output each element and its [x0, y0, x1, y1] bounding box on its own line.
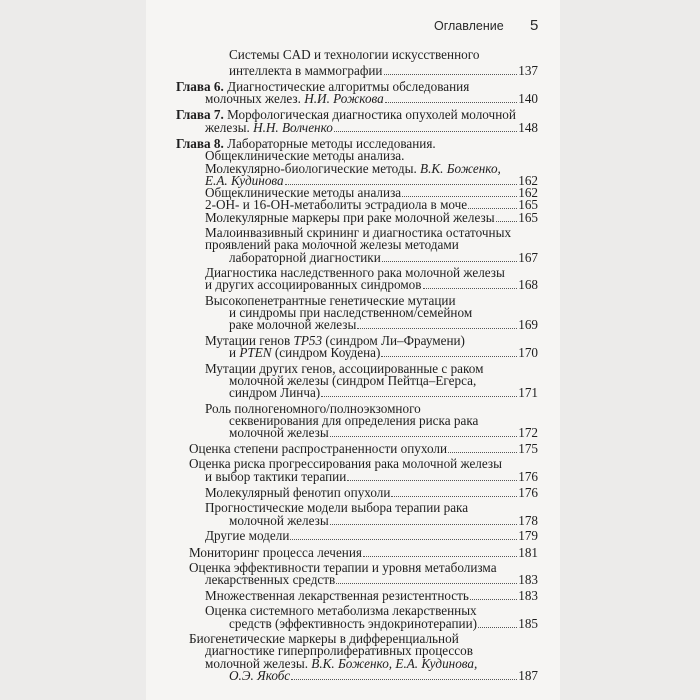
toc-entry-text: [189, 441, 447, 457]
entry-title: Общеклинические методы анализа: [205, 185, 402, 200]
entry-title: Общеклинические методы анализа.: [205, 148, 405, 163]
entry-page-number: 183: [518, 572, 538, 587]
entry-page-number: 172: [518, 425, 538, 440]
toc-entry-text: [205, 210, 495, 226]
entry-title: железы.: [205, 120, 254, 135]
toc-entry-text: [189, 545, 362, 561]
toc-entry-text: [205, 528, 289, 544]
entry-title: Малоинвазивный скрининг и диагностика остаточных: [205, 225, 512, 240]
toc-line: [229, 47, 479, 63]
entry-title: и выбор тактики терапии: [205, 469, 347, 484]
entry-page-number: 168: [518, 277, 538, 292]
entry-page-number: 181: [518, 545, 538, 560]
entry-author: В.К. Боженко, Е.А. Кудинова,: [311, 656, 478, 671]
entry-author: Н.И. Рожкова: [304, 91, 384, 106]
dot-leader: [470, 588, 517, 600]
entry-page-number: 183: [518, 588, 538, 603]
entry-author: О.Э. Якобс: [229, 668, 291, 683]
entry-title: молочной железы: [229, 425, 329, 440]
chapter-label: Глава 7.: [176, 107, 224, 122]
entry-title-cont: (синдром Ли–Фраумени): [322, 333, 465, 348]
toc-line: [229, 425, 538, 441]
entry-title: лекарственных средств: [205, 572, 336, 587]
running-header-title: Оглавление: [434, 19, 504, 33]
entry-title: синдром Линча): [229, 385, 321, 400]
entry-title: раке молочной железы: [229, 317, 357, 332]
dot-leader: [448, 441, 517, 453]
entry-page-number: 178: [518, 513, 538, 528]
entry-page-number: 187: [518, 668, 538, 683]
toc-entry-text: [229, 345, 380, 361]
entry-title: Молекулярные маркеры при раке молочной железы: [205, 210, 495, 225]
entry-title: Мониторинг процесса лечения: [189, 545, 362, 560]
toc-entry-text: [229, 63, 383, 79]
dot-leader: [381, 345, 517, 357]
entry-title: и синдромы при наследственном/семейном: [229, 305, 473, 320]
entry-title: Другие модели: [205, 528, 290, 543]
entry-page-number: 175: [518, 441, 538, 456]
entry-author: Е.А. Кудинова: [205, 173, 284, 188]
toc-entry-text: [229, 513, 329, 529]
toc-line: [229, 63, 538, 79]
toc-line: [189, 545, 538, 561]
page-number: 5: [530, 17, 539, 34]
dot-leader: [478, 616, 517, 628]
toc-line: [229, 385, 538, 401]
chapter-label: Глава 8.: [176, 136, 224, 151]
dot-leader: [385, 91, 517, 103]
dot-leader: [382, 250, 517, 262]
dot-leader: [363, 545, 517, 557]
entry-page-number: 179: [518, 528, 538, 543]
toc-entry-text: [205, 91, 384, 107]
toc-line: [189, 441, 538, 457]
entry-author: В.К. Боженко,: [420, 161, 501, 176]
entry-page-number: 170: [518, 345, 538, 360]
toc-line: [229, 616, 538, 632]
entry-title: Диагностические алгоритмы обследования: [223, 79, 470, 94]
toc-line: [205, 277, 538, 293]
toc-line: [229, 345, 538, 361]
entry-page-number: 185: [518, 616, 538, 631]
dot-leader: [285, 173, 518, 185]
entry-title: молочной железы (синдром Пейтца–Егерса,: [229, 373, 477, 388]
dot-leader: [330, 425, 518, 437]
entry-title: диагностике гиперпролиферативных процессов: [205, 643, 473, 658]
entry-title: Молекулярно-биологические методы.: [205, 161, 421, 176]
entry-title: Системы CAD и технологии искусственного: [229, 47, 480, 62]
entry-title: Оценка риска прогрессирования рака молочной железы: [189, 456, 502, 471]
toc-entry-text: [205, 277, 422, 293]
dot-leader: [334, 120, 517, 132]
entry-title: молочной железы.: [205, 656, 312, 671]
toc-entry-text: [205, 120, 333, 136]
dot-leader: [290, 528, 517, 540]
dot-leader: [330, 513, 518, 525]
entry-page-number: 165: [518, 210, 538, 225]
entry-title: Оценка системного метаболизма лекарственных: [205, 603, 477, 618]
entry-page-number: 137: [518, 63, 538, 78]
entry-page-number: 162: [518, 173, 538, 188]
entry-title: Оценка эффективности терапии и уровня метаболизма: [189, 560, 497, 575]
toc-entry-text: [229, 425, 329, 441]
entry-page-number: 165: [518, 197, 538, 212]
entry-title: интеллекта в маммографии: [229, 63, 383, 78]
entry-title: Лабораторные методы исследования.: [223, 136, 436, 151]
entry-title: лабораторной диагностики: [229, 250, 381, 265]
toc-line: [205, 469, 538, 485]
entry-author: Н.Н. Волченко: [253, 120, 333, 135]
entry-page-number: 176: [518, 485, 538, 500]
entry-title: Мутации других генов, ассоциированные с раком: [205, 361, 484, 376]
toc-line: [205, 120, 538, 136]
entry-page-number: 148: [518, 120, 538, 135]
entry-title: Оценка степени распространенности опухоли: [189, 441, 448, 456]
toc-line: [229, 317, 538, 333]
toc-line: [229, 668, 538, 684]
dot-leader: [291, 668, 517, 680]
dot-leader: [402, 185, 517, 197]
entry-title: проявлений рака молочной железы методами: [205, 237, 459, 252]
toc-entry-text: [229, 250, 381, 266]
toc-line: [205, 588, 538, 604]
toc-entry-text: [205, 469, 346, 485]
toc-entry-text: [229, 317, 356, 333]
entry-title: Высокопенетрантные генетические мутации: [205, 293, 456, 308]
toc-line: [205, 210, 538, 226]
entry-title: средств (эффективность эндокринотерапии): [229, 616, 478, 631]
toc-line: [229, 250, 538, 266]
entry-title: Роль полногеномного/полноэкзомного: [205, 401, 421, 416]
dot-leader: [384, 63, 518, 75]
dot-leader: [336, 572, 517, 584]
dot-leader: [496, 210, 518, 222]
entry-page-number: 176: [518, 469, 538, 484]
chapter-label: Глава 6.: [176, 79, 224, 94]
entry-title: Мутации генов: [205, 333, 294, 348]
entry-title: молочных желез.: [205, 91, 305, 106]
entry-title: и других ассоциированных синдромов: [205, 277, 422, 292]
entry-title: и: [229, 345, 240, 360]
entry-title: Прогностические модели выбора терапии рака: [205, 500, 469, 515]
gene-name: TP53: [293, 333, 323, 348]
dot-leader: [357, 317, 517, 329]
dot-leader: [391, 485, 517, 497]
entry-title: Молекулярный фенотип опухоли: [205, 485, 391, 500]
entry-page-number: 167: [518, 250, 538, 265]
entry-title: 2-OH- и 16-OH-метаболиты эстрадиола в моче: [205, 197, 468, 212]
toc-entry-text: [205, 485, 390, 501]
dot-leader: [468, 197, 517, 209]
entry-title: Морфологическая диагностика опухолей молочной: [223, 107, 516, 122]
toc-entry-text: [229, 47, 479, 62]
toc-line: [205, 572, 538, 588]
toc-line: [205, 528, 538, 544]
dot-leader: [347, 469, 517, 481]
entry-page-number: 140: [518, 91, 538, 106]
entry-title: Биогенетические маркеры в дифференциальной: [189, 631, 459, 646]
toc-entry-text: [205, 588, 469, 604]
entry-page-number: 162: [518, 185, 538, 200]
entry-title: молочной железы: [229, 513, 329, 528]
toc-line: [205, 91, 538, 107]
toc-entry-text: [229, 616, 477, 632]
entry-title: Диагностика наследственного рака молочной железы: [205, 265, 505, 280]
dot-leader: [423, 277, 518, 289]
entry-page-number: 171: [518, 385, 538, 400]
entry-title: Множественная лекарственная резистентность: [205, 588, 469, 603]
entry-title: секвенирования для определения риска рака: [229, 413, 479, 428]
toc-entry-text: [205, 572, 335, 588]
toc-entry-text: [229, 385, 320, 401]
toc-entry-text: [229, 668, 290, 684]
dot-leader: [321, 385, 517, 397]
toc-line: [229, 513, 538, 529]
entry-title-cont: (синдром Коудена): [271, 345, 381, 360]
toc-line: [205, 485, 538, 501]
entry-page-number: 169: [518, 317, 538, 332]
gene-name: PTEN: [239, 345, 272, 360]
